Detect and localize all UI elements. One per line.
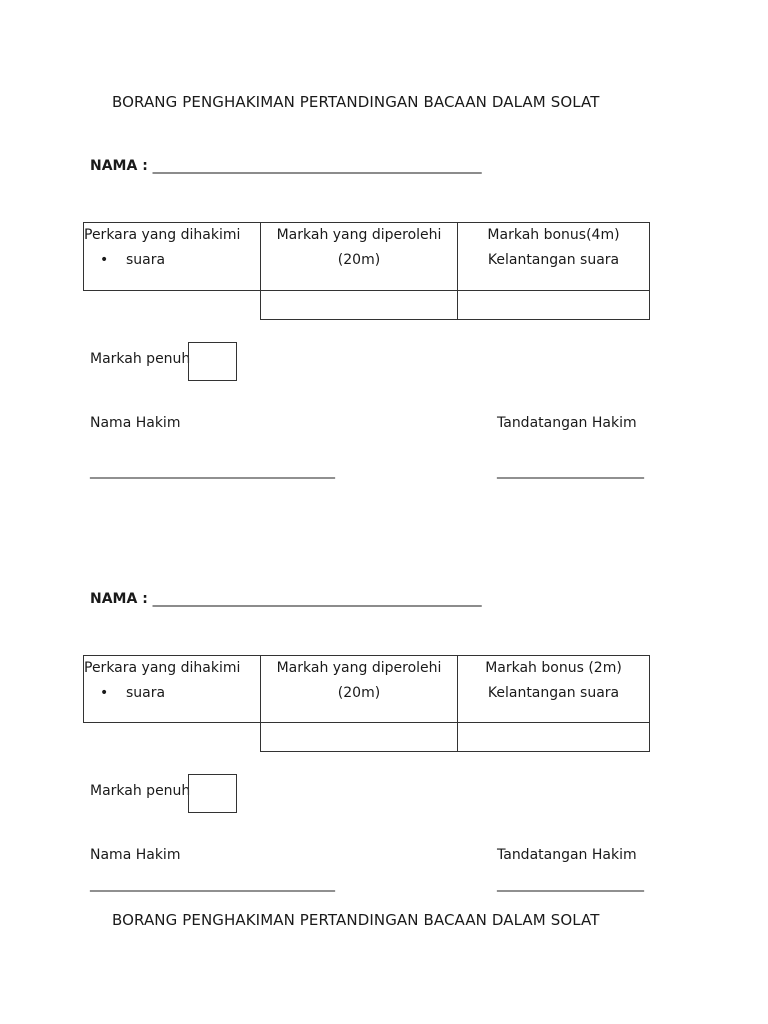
criteria-cell — [84, 223, 261, 291]
tandatangan-label: Tandatangan Hakim — [497, 415, 637, 431]
bonus-header: Markah bonus(4m) — [487, 227, 620, 243]
bullet-icon: • — [100, 685, 109, 701]
nama-line: _______________________________________________ — [152, 591, 482, 607]
judging-table — [83, 222, 650, 320]
empty-cell — [84, 723, 261, 752]
tandatangan-label: Tandatangan Hakim — [497, 847, 637, 863]
nama-hakim-line[interactable]: ___________________________________ — [90, 876, 335, 892]
markah-penuh-label: Markah penuh — [90, 783, 191, 799]
marks-header: Markah yang diperolehi — [276, 660, 442, 676]
nama-label: NAMA : — [90, 158, 148, 174]
marks-sub: (20m) — [337, 685, 381, 701]
markah-penuh-label: Markah penuh — [90, 351, 191, 367]
tandatangan-line[interactable]: _____________________ — [497, 463, 644, 479]
nama-hakim-line[interactable]: ___________________________________ — [90, 463, 335, 479]
criteria-item: suara — [126, 685, 166, 701]
judging-table — [83, 655, 650, 752]
bonus-header-cell — [458, 656, 650, 723]
criteria-header: Perkara yang dihakimi — [84, 227, 241, 243]
marks-input-cell[interactable] — [261, 291, 458, 320]
marks-header-cell — [261, 656, 458, 723]
bonus-header-cell — [458, 223, 650, 291]
bonus-sub: Kelantangan suara — [487, 685, 620, 701]
markah-penuh-box[interactable] — [188, 774, 237, 813]
nama-hakim-label: Nama Hakim — [90, 847, 181, 863]
marks-header-cell — [261, 223, 458, 291]
bonus-input-cell[interactable] — [458, 291, 650, 320]
empty-cell — [84, 291, 261, 320]
criteria-item: suara — [126, 252, 166, 268]
criteria-header: Perkara yang dihakimi — [84, 660, 241, 676]
marks-sub: (20m) — [337, 252, 381, 268]
nama-label: NAMA : — [90, 591, 148, 607]
criteria-cell — [84, 656, 261, 723]
nama-field[interactable] — [90, 591, 482, 607]
bonus-header: Markah bonus (2m) — [485, 660, 622, 676]
page-title-repeat: BORANG PENGHAKIMAN PERTANDINGAN BACAAN DALAM SOLAT — [112, 911, 600, 929]
bullet-icon: • — [100, 252, 109, 268]
page-title: BORANG PENGHAKIMAN PERTANDINGAN BACAAN DALAM SOLAT — [112, 93, 600, 111]
bonus-input-cell[interactable] — [458, 723, 650, 752]
nama-line: _______________________________________________ — [152, 158, 482, 174]
marks-input-cell[interactable] — [261, 723, 458, 752]
nama-field[interactable] — [90, 158, 482, 174]
tandatangan-line[interactable]: _____________________ — [497, 876, 644, 892]
markah-penuh-box[interactable] — [188, 342, 237, 381]
marks-header: Markah yang diperolehi — [276, 227, 442, 243]
nama-hakim-label: Nama Hakim — [90, 415, 181, 431]
bonus-sub: Kelantangan suara — [487, 252, 620, 268]
